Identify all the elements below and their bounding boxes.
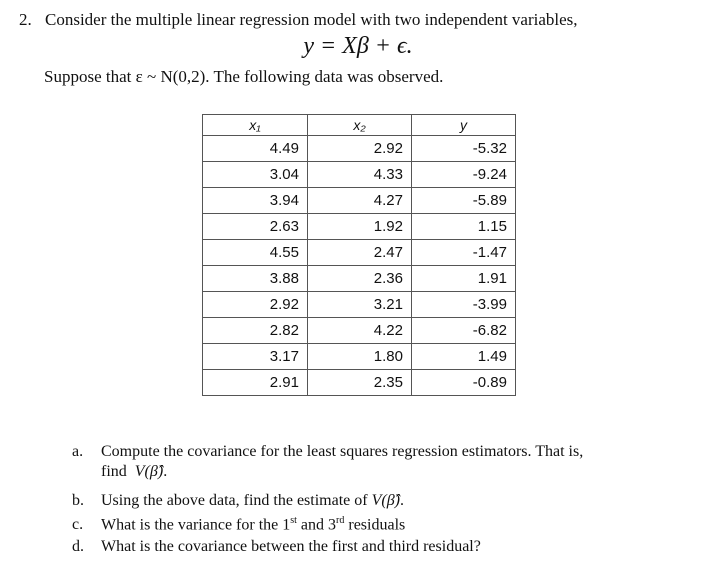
part-d-label: d.: [72, 538, 84, 555]
cell-y: -0.89: [412, 370, 516, 396]
part-b-text: Using the above data, find the estimate of: [101, 492, 368, 509]
cell-x1: 3.94: [203, 188, 308, 214]
table-row: [203, 136, 516, 162]
table-row: [203, 162, 516, 188]
cell-y: -1.47: [412, 240, 516, 266]
table-row: [203, 266, 516, 292]
part-c-sup2: rd: [336, 515, 345, 526]
part-a-suffix: .: [163, 463, 168, 480]
part-a-label: a.: [72, 443, 84, 460]
cell-x1: 2.63: [203, 214, 308, 240]
cell-x1: 3.88: [203, 266, 308, 292]
cell-y: 1.91: [412, 266, 516, 292]
question-text: [19, 10, 578, 30]
cell-y: -3.99: [412, 292, 516, 318]
part-d-text: What is the covariance between the first and third residual?: [101, 538, 481, 555]
cell-x1: 4.55: [203, 240, 308, 266]
cell-x2: 2.92: [308, 136, 412, 162]
cell-x1: 3.17: [203, 344, 308, 370]
part-a-math: V(β̂): [134, 463, 164, 480]
question-intro: Consider the multiple linear regression model with two independent variables,: [45, 10, 578, 29]
cell-y: -6.82: [412, 318, 516, 344]
part-b-suffix: .: [400, 492, 404, 509]
table-row: [203, 370, 516, 396]
part-c: [72, 515, 405, 534]
part-d: [72, 538, 481, 556]
cell-x1: 2.82: [203, 318, 308, 344]
cell-x2: 4.22: [308, 318, 412, 344]
cell-x2: 4.27: [308, 188, 412, 214]
table-row: [203, 240, 516, 266]
table-row: [203, 188, 516, 214]
table-row: [203, 344, 516, 370]
cell-x2: 2.47: [308, 240, 412, 266]
cell-x2: 2.35: [308, 370, 412, 396]
cell-x2: 1.80: [308, 344, 412, 370]
part-b: [72, 492, 404, 510]
part-a-text: Compute the covariance for the least squares regression estimators. That is,: [101, 443, 584, 460]
cell-x2: 3.21: [308, 292, 412, 318]
part-a: [72, 442, 583, 482]
part-c-text3: residuals: [344, 516, 406, 534]
part-b-label: b.: [72, 492, 84, 509]
question-number: 2.: [19, 10, 32, 29]
cell-y: -5.89: [412, 188, 516, 214]
header-x1: x₁: [203, 115, 308, 136]
table-row: [203, 214, 516, 240]
table-row: [203, 318, 516, 344]
cell-y: 1.49: [412, 344, 516, 370]
table-row: [203, 292, 516, 318]
data-table: [202, 114, 516, 396]
cell-y: -5.32: [412, 136, 516, 162]
cell-y: -9.24: [412, 162, 516, 188]
part-c-text1: What is the variance for the 1: [101, 516, 291, 534]
model-equation: y = Xβ + ϵ.: [303, 33, 413, 59]
part-c-sup1: st: [290, 515, 297, 526]
part-c-label: c.: [72, 516, 84, 534]
cell-x2: 4.33: [308, 162, 412, 188]
part-b-math: V(β̂): [371, 492, 400, 509]
cell-x2: 2.36: [308, 266, 412, 292]
part-c-text2: and 3: [296, 516, 337, 534]
cell-x1: 4.49: [203, 136, 308, 162]
cell-x1: 2.91: [203, 370, 308, 396]
cell-x1: 3.04: [203, 162, 308, 188]
cell-x2: 1.92: [308, 214, 412, 240]
cell-x1: 2.92: [203, 292, 308, 318]
assumption-text: Suppose that ε ~ N(0,2). The following data was observed.: [44, 67, 444, 86]
part-a-find: find: [101, 463, 127, 480]
header-y: y: [412, 115, 516, 136]
header-x2: x₂: [308, 115, 412, 136]
cell-y: 1.15: [412, 214, 516, 240]
table-header-row: [203, 115, 516, 136]
